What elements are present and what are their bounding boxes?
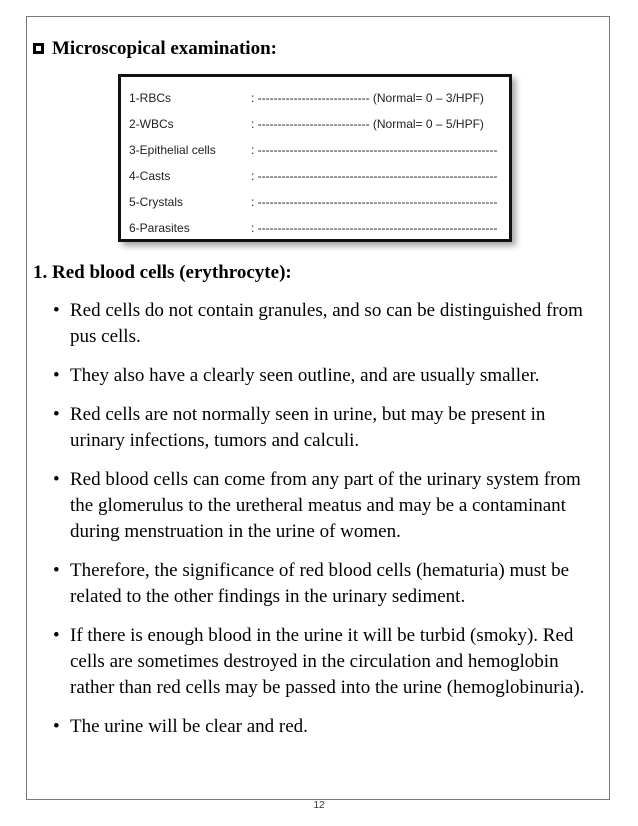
bullet-dot-icon: • (53, 560, 60, 581)
bullet-text: The urine will be clear and red. (70, 716, 308, 737)
rbc-bullet-list (50, 298, 600, 753)
square-bullet-icon (33, 43, 44, 54)
bullet-text: If there is enough blood in the urine it will be turbid (smoky). Red cells are sometimes destroyed in the circulation and hemoglobin rather than red cells may be passed into the urine (hemoglobinuria). (70, 625, 585, 698)
row-value: : ------------------------------------------------------------ (251, 169, 498, 183)
microscopy-title: Microscopical examination: (52, 38, 277, 59)
table-row (129, 189, 509, 215)
row-label: 6-Parasites (129, 221, 190, 235)
row-value: : ------------------------------------------------------------ (251, 143, 498, 157)
row-label: 3-Epithelial cells (129, 143, 216, 157)
bullet-dot-icon: • (53, 365, 60, 386)
list-item (50, 298, 600, 350)
row-label: 2-WBCs (129, 117, 174, 131)
bullet-text: They also have a clearly seen outline, and are usually smaller. (70, 365, 540, 386)
list-item (50, 467, 600, 545)
page-number: 12 (313, 800, 325, 811)
row-value: : ------------------------------------------------------------ (251, 195, 498, 209)
bullet-text: Red cells are not normally seen in urine, but may be present in urinary infections, tumors and calculi. (70, 404, 546, 451)
row-label: 5-Crystals (129, 195, 184, 209)
bullet-text: Red blood cells can come from any part of the urinary system from the glomerulus to the uretheral meatus and may be a contaminant during menstruation in the urine of women. (70, 469, 581, 542)
row-value: : ---------------------------- (Normal= 0 – 5/HPF) (251, 117, 484, 131)
bullet-dot-icon: • (53, 625, 60, 646)
table-row (129, 85, 509, 111)
row-label: 4-Casts (129, 169, 171, 183)
row-value: : ------------------------------------------------------------ (251, 221, 498, 235)
row-value: : ---------------------------- (Normal= 0 – 3/HPF) (251, 91, 484, 105)
bullet-text: Red cells do not contain granules, and so can be distinguished from pus cells. (70, 300, 583, 347)
list-item (50, 558, 600, 610)
bullet-dot-icon: • (53, 300, 60, 321)
microscopy-table (118, 74, 512, 242)
rbc-heading: 1. Red blood cells (erythrocyte): (33, 262, 292, 283)
row-label: 1-RBCs (129, 91, 172, 105)
table-row (129, 215, 509, 241)
list-item (50, 623, 600, 701)
bullet-dot-icon: • (53, 404, 60, 425)
bullet-dot-icon: • (53, 716, 60, 737)
list-item (50, 363, 600, 389)
list-item (50, 402, 600, 454)
table-row (129, 111, 509, 137)
bullet-dot-icon: • (53, 469, 60, 490)
table-row (129, 137, 509, 163)
bullet-text: Therefore, the significance of red blood cells (hematuria) must be related to the other findings in the urinary sediment. (70, 560, 570, 607)
table-row (129, 163, 509, 189)
microscopy-heading (33, 38, 277, 60)
list-item (50, 714, 600, 740)
